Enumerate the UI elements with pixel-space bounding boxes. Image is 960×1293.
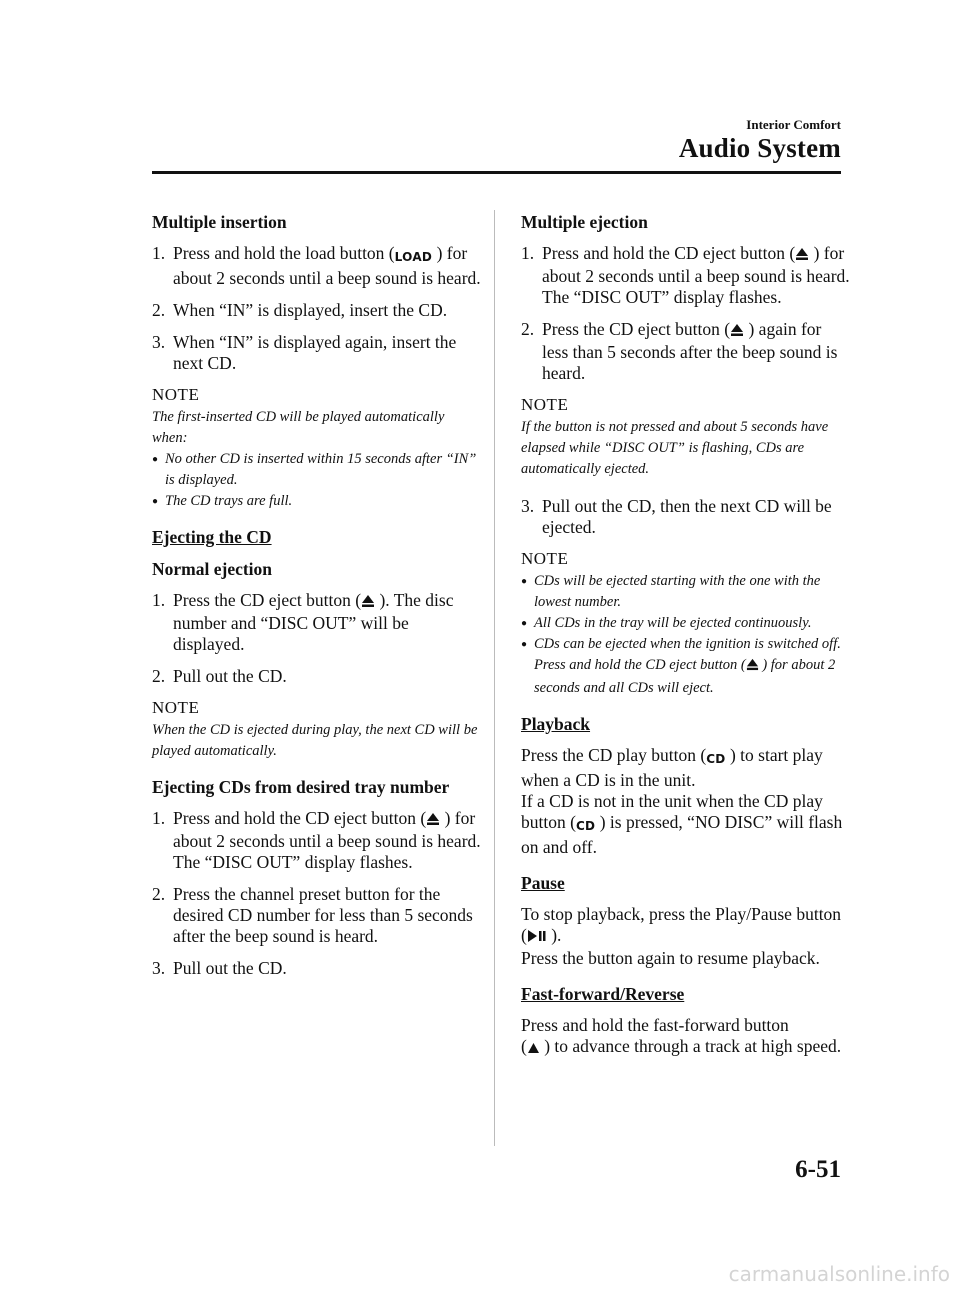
note-label: NOTE (152, 698, 200, 717)
step-number: 1. (521, 243, 535, 263)
desired-tray-heading: Ejecting CDs from desired tray number (152, 777, 450, 797)
step-number: 2. (152, 884, 166, 904)
pause-paragraph-1: To stop playback, press the Play/Pause button ( ). (521, 904, 851, 948)
cd-play-icon: CD (706, 752, 726, 766)
note-bullet-list (521, 571, 851, 699)
step-number: 2. (152, 300, 166, 320)
note-bullet: ● All CDs in the tray will be ejected continuously. (521, 615, 812, 631)
step-text: Press and hold the load button (LOAD ) for about 2 seconds until a beep sound is heard. (173, 243, 481, 288)
step-text: Pull out the CD. (173, 666, 287, 686)
step-text: Pull out the CD. (173, 958, 287, 978)
pause-heading: Pause (521, 873, 565, 893)
insertion-step-3 (152, 332, 482, 374)
playback-paragraph-1: Press the CD play button (CD ) to start play when a CD is in the unit. (521, 745, 823, 790)
desired-step-2 (152, 884, 482, 947)
note-bullet: ● The CD trays are full. (152, 493, 293, 509)
normal-ejection-step-2 (152, 666, 482, 687)
normal-ejection-heading: Normal ejection (152, 559, 273, 579)
column-divider (494, 210, 495, 1146)
eject-icon (361, 592, 375, 613)
note-label: NOTE (521, 549, 569, 568)
header-rule (152, 171, 841, 174)
step-text: Press the CD eject button ( ). The disc number and “DISC OUT” will be displayed. (173, 590, 454, 654)
step-text: Press and hold the CD eject button ( ) for about 2 seconds until a beep sound is heard. The “DISC OUT” display flashes. (173, 808, 481, 872)
note-bullet-list (152, 449, 482, 512)
step-number: 2. (521, 319, 535, 339)
step-text: Pull out the CD, then the next CD will be ejected. (542, 496, 832, 537)
step-text: Press the CD eject button ( ) again for less than 5 seconds after the beep sound is heard. (542, 319, 838, 383)
multiple-ejection-step-3 (521, 496, 851, 538)
step-text: Press and hold the CD eject button ( ) for about 2 seconds until a beep sound is heard. The “DISC OUT” display flashes. (542, 243, 850, 307)
page-title: Audio System (678, 133, 841, 163)
load-button-icon: LOAD (394, 250, 433, 264)
step-number: 1. (152, 243, 166, 263)
cd-play-icon: CD (575, 819, 596, 833)
step-number: 2. (152, 666, 166, 686)
step-text: When “IN” is displayed, insert the CD. (173, 300, 448, 320)
multiple-insertion-heading: Multiple insertion (152, 212, 287, 232)
fast-forward-heading: Fast-forward/Reverse (521, 984, 685, 1004)
multiple-ejection-step-1 (521, 243, 851, 308)
ejecting-cd-heading: Ejecting the CD (152, 527, 272, 547)
desired-step-1 (152, 808, 482, 873)
desired-step-3 (152, 958, 482, 979)
insertion-step-2 (152, 300, 482, 321)
step-number: 1. (152, 590, 166, 610)
note-bullet: ● CDs will be ejected starting with the one with the lowest number. (521, 573, 821, 610)
note-text: The first-inserted CD will be played automatically when: (152, 409, 445, 446)
note-label: NOTE (152, 385, 200, 404)
left-column (152, 207, 482, 990)
fast-forward-paragraph: Press and hold the fast-forward button ( ) to advance through a track at high speed. (521, 1015, 851, 1059)
fast-forward-up-icon (527, 1038, 540, 1059)
step-number: 1. (152, 808, 166, 828)
right-column (521, 207, 851, 1070)
eject-icon (746, 657, 759, 678)
multiple-ejection-step-2 (521, 319, 851, 384)
step-number: 3. (152, 958, 166, 978)
page-number: 6-51 (795, 1156, 841, 1183)
playback-paragraph-2: If a CD is not in the unit when the CD play button (CD ) is pressed, “NO DISC” will flash on and off. (521, 791, 843, 857)
step-number: 3. (152, 332, 166, 352)
section-label: Interior Comfort (746, 117, 841, 132)
note-bullet: ● No other CD is inserted within 15 seconds after “IN” is displayed. (152, 451, 477, 488)
step-number: 3. (521, 496, 535, 516)
playback-heading: Playback (521, 714, 591, 734)
eject-icon (426, 810, 440, 831)
watermark: carmanualsonline.info (728, 1262, 950, 1286)
note-text: When the CD is ejected during play, the next CD will be played automatically. (152, 722, 478, 759)
insertion-step-1 (152, 243, 482, 289)
pause-paragraph-2: Press the button again to resume playback. (521, 948, 820, 968)
multiple-ejection-heading: Multiple ejection (521, 212, 648, 232)
note-label: NOTE (521, 395, 569, 414)
play-pause-icon (527, 927, 547, 948)
note-bullet: ● CDs can be ejected when the ignition is switched off. Press and hold the CD eject button ( ) for about 2 seconds and all CDs will eject. (521, 636, 841, 696)
normal-ejection-step-1 (152, 590, 482, 655)
note-text: If the button is not pressed and about 5 seconds have elapsed while “DISC OUT” is flashing, CDs are automatically ejected. (521, 419, 829, 477)
step-text: Press the channel preset button for the desired CD number for less than 5 seconds after the beep sound is heard. (173, 884, 473, 946)
eject-icon (795, 245, 809, 266)
step-text: When “IN” is displayed again, insert the next CD. (173, 332, 457, 373)
eject-icon (730, 321, 744, 342)
